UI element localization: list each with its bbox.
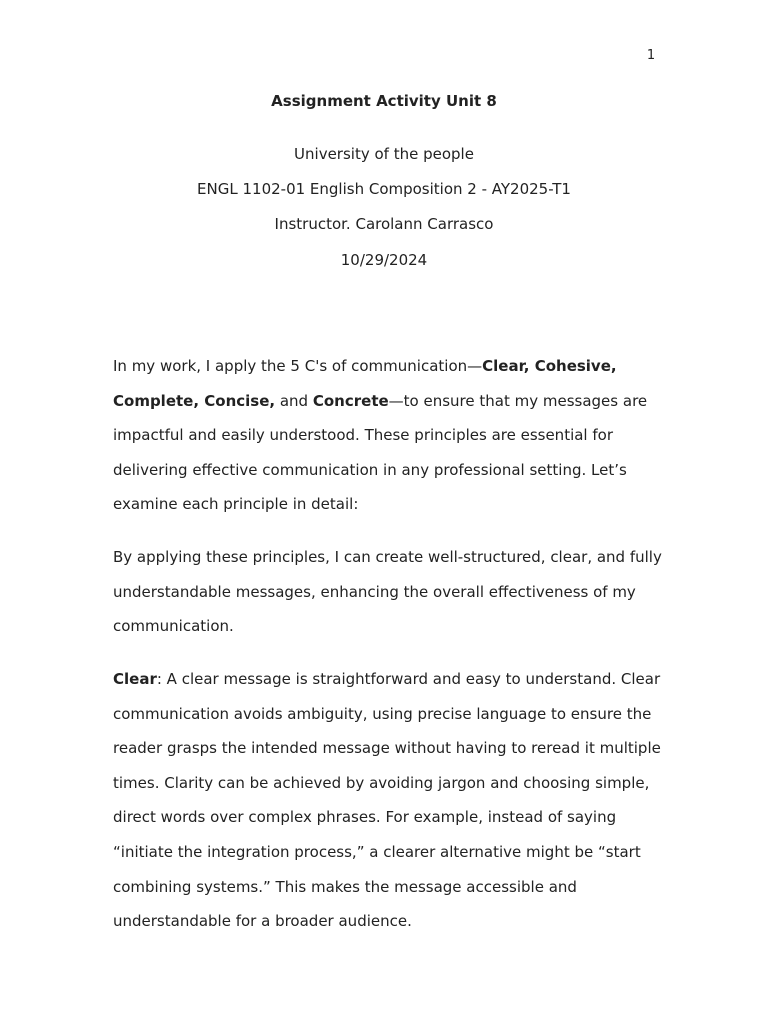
intro-line: impactful and easily understood. These principles are essential for <box>113 426 613 445</box>
intro-line: examine each principle in detail: <box>113 495 359 514</box>
intro-line <box>113 349 658 384</box>
instructor-name: Instructor. Carolann Carrasco <box>274 215 494 233</box>
intro-text: and <box>275 391 313 410</box>
intro-bold-terms: Clear, Cohesive, <box>482 357 617 375</box>
document-title: Assignment Activity Unit 8 <box>271 92 497 110</box>
clear-text: : A clear message is straightforward and easy to understand. Clear <box>156 670 661 688</box>
clear-line: direct words over complex phrases. For example, instead of saying <box>113 808 617 827</box>
clear-line: communication avoids ambiguity, using precise language to ensure the <box>113 704 652 723</box>
document-date: 10/29/2024 <box>340 251 428 269</box>
clear-line: combining systems.” This makes the message accessible and <box>113 877 577 896</box>
clear-line <box>113 662 661 697</box>
applying-line: communication. <box>113 617 234 636</box>
clear-line: understandable for a broader audience. <box>113 912 412 931</box>
intro-paragraph <box>113 349 658 522</box>
clear-line: “initiate the integration process,” a clearer alternative might be “start <box>113 842 641 861</box>
applying-line: By applying these principles, I can create well-structured, clear, and fully <box>113 548 662 566</box>
intro-line <box>113 384 658 419</box>
clear-term: Clear <box>113 670 157 688</box>
intro-bold-terms: Complete, Concise, <box>113 391 276 410</box>
university-name: University of the people <box>294 145 474 163</box>
clear-line: times. Clarity can be achieved by avoiding jargon and choosing simple, <box>113 773 650 792</box>
intro-text: In my work, I apply the 5 C's of communication— <box>113 357 483 375</box>
intro-line: delivering effective communication in any professional setting. Let’s <box>113 460 627 479</box>
intro-bold-terms: Concrete <box>312 391 389 410</box>
applying-paragraph <box>113 540 662 644</box>
clear-paragraph <box>113 662 661 939</box>
page-number: 1 <box>646 48 656 63</box>
clear-line: reader grasps the intended message without having to reread it multiple <box>113 739 661 758</box>
course-name: ENGL 1102-01 English Composition 2 - AY2025-T1 <box>197 180 571 198</box>
intro-text: —to ensure that my messages are <box>388 391 648 410</box>
applying-line: understandable messages, enhancing the overall effectiveness of my <box>113 582 636 601</box>
